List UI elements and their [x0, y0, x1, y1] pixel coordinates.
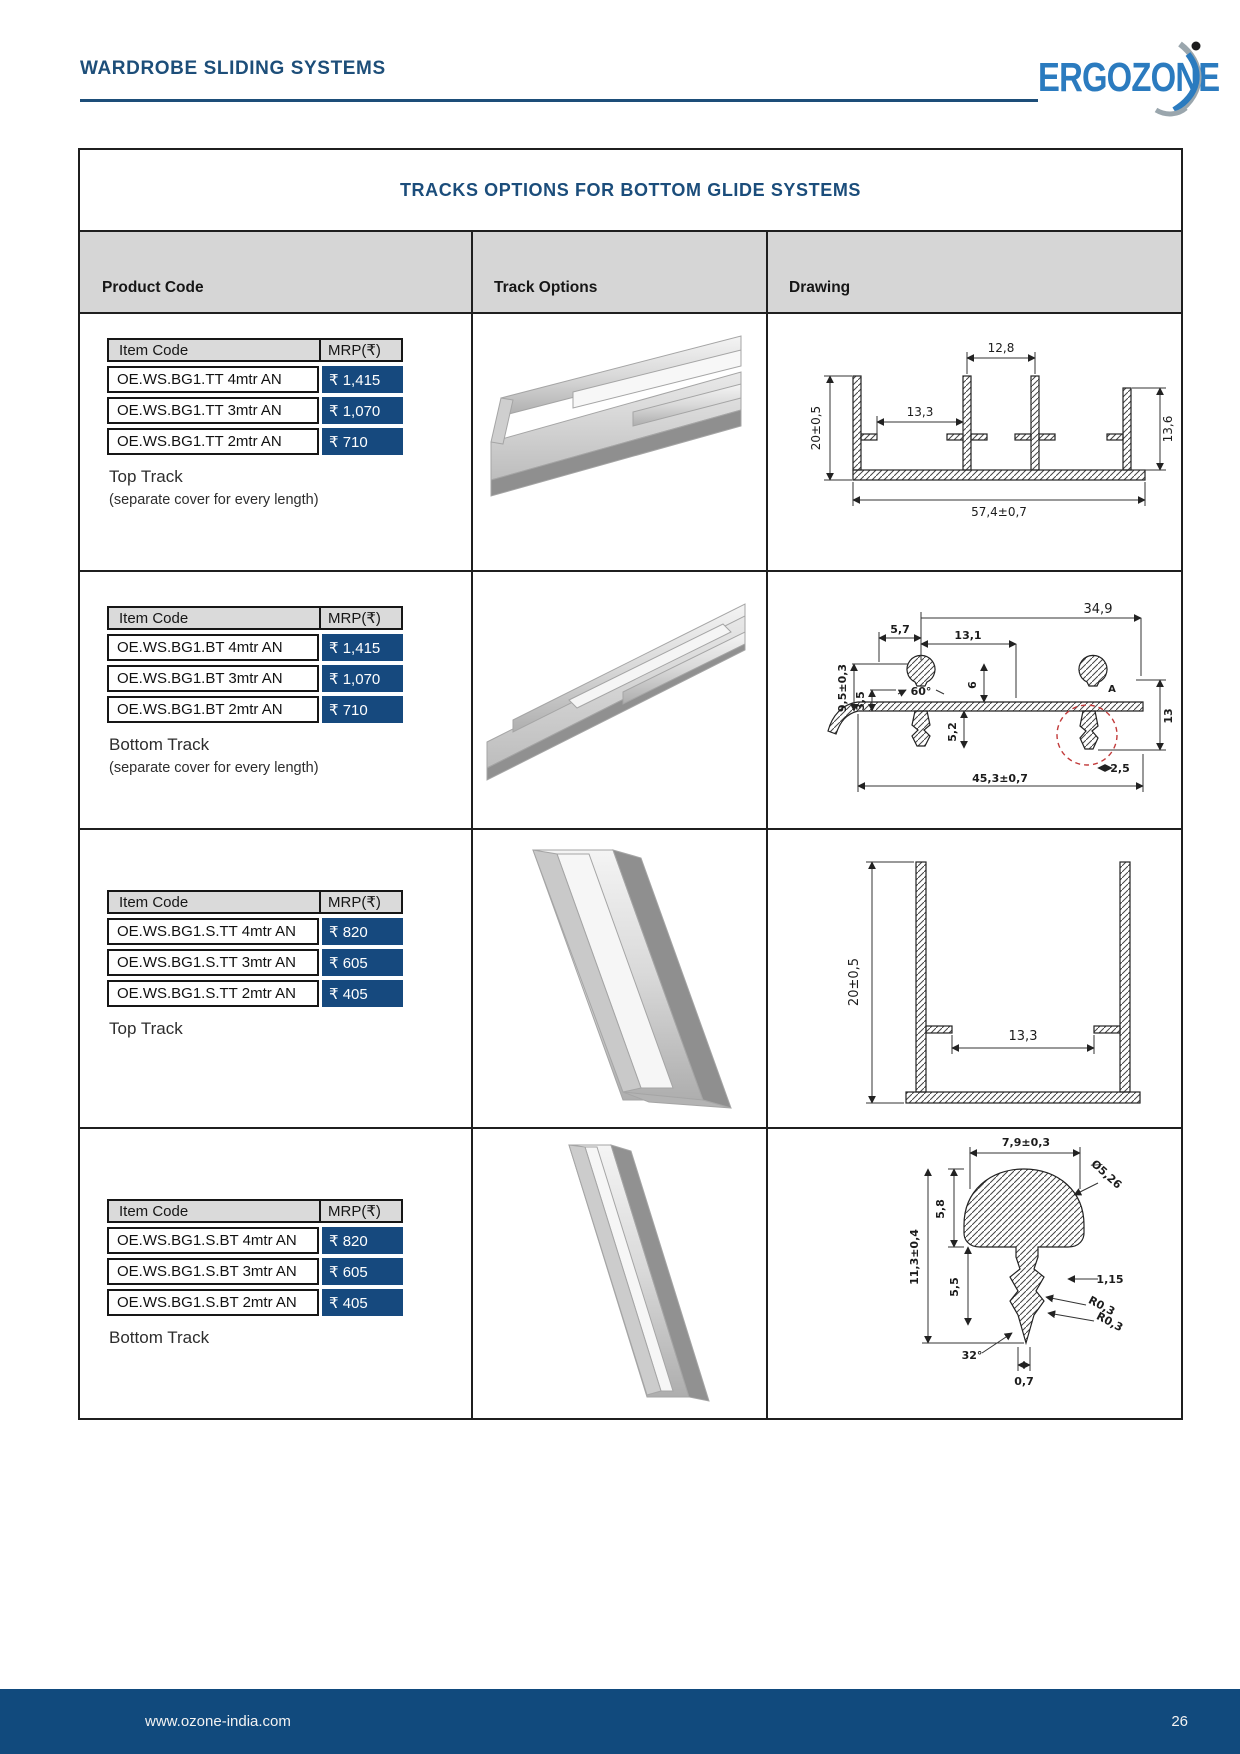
dim-label: 20±0,5 — [847, 957, 862, 1007]
column-header-track-options: Track Options — [494, 279, 598, 296]
track-note: (separate cover for every length) — [109, 492, 319, 508]
row4-product-cell — [80, 1129, 472, 1420]
item-row — [107, 428, 403, 455]
track-note: (separate cover for every length) — [109, 760, 319, 776]
dim-label: 0,7 — [1014, 1375, 1034, 1388]
item-mrp: ₹ 710 — [322, 696, 403, 723]
track-name: Bottom Track — [109, 1328, 210, 1347]
mrp-header: MRP(₹) — [328, 610, 381, 627]
track-name: Top Track — [109, 1019, 183, 1038]
row2-drawing-cell — [768, 572, 1185, 830]
row4-drawing-cell — [768, 1129, 1185, 1420]
footer-website: www.ozone-india.com — [145, 1713, 291, 1730]
footer-page-number: 26 — [1171, 1713, 1188, 1730]
item-row — [107, 696, 403, 723]
technical-drawing — [768, 314, 1185, 572]
item-row — [107, 397, 403, 424]
dim-label: 13,6 — [1161, 415, 1175, 443]
item-code: OE.WS.BG1.S.BT 4mtr AN — [107, 1227, 319, 1254]
dim-label: 9,5±0,3 — [836, 663, 849, 713]
item-code-table — [107, 606, 403, 723]
item-code: OE.WS.BG1.S.TT 4mtr AN — [107, 918, 319, 945]
brand-swoosh-icon — [1038, 40, 1208, 118]
dim-label: Ø5,26 — [1088, 1157, 1125, 1192]
dim-label: 5,8 — [934, 1199, 947, 1219]
item-mrp: ₹ 1,070 — [322, 397, 403, 424]
detail-label: A — [1108, 684, 1116, 695]
dim-label: 60° — [910, 685, 932, 698]
item-mrp: ₹ 605 — [322, 949, 403, 976]
row1-product-cell — [80, 314, 472, 572]
track-photo — [473, 314, 766, 572]
brand-logo-text: ERGOZONE — [1038, 54, 1220, 100]
row1-photo-cell — [473, 314, 766, 572]
item-code: OE.WS.BG1.BT 2mtr AN — [107, 696, 319, 723]
column-header-product-code: Product Code — [102, 279, 204, 296]
item-code-table — [107, 1199, 403, 1316]
item-mrp: ₹ 605 — [322, 1258, 403, 1285]
item-code-table — [107, 890, 403, 1007]
item-code: OE.WS.BG1.BT 4mtr AN — [107, 634, 319, 661]
item-code: OE.WS.BG1.S.BT 3mtr AN — [107, 1258, 319, 1285]
item-row — [107, 1289, 403, 1316]
dim-label: 20±0,5 — [809, 405, 823, 451]
item-mrp: ₹ 1,070 — [322, 665, 403, 692]
dim-label: 5,2 — [946, 722, 959, 742]
dim-label: R0,3 — [1094, 1309, 1126, 1335]
item-row — [107, 949, 403, 976]
brand-logo — [1038, 40, 1220, 118]
dim-label: R0,3 — [1086, 1293, 1118, 1319]
dim-label: 34,9 — [1083, 602, 1113, 617]
item-row — [107, 918, 403, 945]
item-code-header: Item Code — [109, 892, 321, 912]
dim-label: 13 — [1162, 708, 1175, 724]
item-code: OE.WS.BG1.TT 4mtr AN — [107, 366, 319, 393]
item-code-header: Item Code — [109, 340, 321, 360]
item-code: OE.WS.BG1.S.BT 2mtr AN — [107, 1289, 319, 1316]
dim-label: 57,4±0,7 — [971, 505, 1027, 519]
dim-label: 13,3 — [1008, 1029, 1038, 1044]
dim-label: 11,3±0,4 — [908, 1229, 921, 1285]
technical-drawing — [768, 830, 1185, 1127]
dim-label: 7,9±0,3 — [1001, 1136, 1051, 1149]
dim-label: 5,7 — [890, 623, 910, 636]
item-code: OE.WS.BG1.TT 2mtr AN — [107, 428, 319, 455]
dim-label: 32° — [961, 1349, 983, 1362]
dim-label: 5,5 — [948, 1277, 961, 1297]
dim-label: 45,3±0,7 — [972, 772, 1028, 785]
title-rule — [80, 99, 1038, 102]
table-title: TRACKS OPTIONS FOR BOTTOM GLIDE SYSTEMS — [399, 179, 862, 200]
row1-drawing-cell — [768, 314, 1185, 572]
dim-label: 13,1 — [954, 629, 982, 642]
row2-product-cell — [80, 572, 472, 830]
track-name: Top Track — [109, 467, 183, 486]
item-row — [107, 366, 403, 393]
mrp-header: MRP(₹) — [328, 342, 381, 359]
mrp-header: MRP(₹) — [328, 1203, 381, 1220]
footer-bar — [0, 1689, 1240, 1754]
dim-label: 6 — [966, 681, 979, 689]
column-header-drawing: Drawing — [789, 279, 851, 296]
item-code: OE.WS.BG1.BT 3mtr AN — [107, 665, 319, 692]
row2-photo-cell — [473, 572, 766, 830]
item-code: OE.WS.BG1.S.TT 2mtr AN — [107, 980, 319, 1007]
row3-product-cell — [80, 830, 472, 1127]
row3-drawing-cell — [768, 830, 1185, 1127]
row4-photo-cell — [473, 1129, 766, 1420]
track-name: Bottom Track — [109, 735, 210, 754]
item-mrp: ₹ 405 — [322, 980, 403, 1007]
item-code-header: Item Code — [109, 1201, 321, 1221]
track-photo — [473, 830, 766, 1127]
item-mrp: ₹ 405 — [322, 1289, 403, 1316]
row3-photo-cell — [473, 830, 766, 1127]
dim-label: 1,15 — [1096, 1273, 1124, 1286]
item-code: OE.WS.BG1.S.TT 3mtr AN — [107, 949, 319, 976]
mrp-header: MRP(₹) — [328, 894, 381, 911]
item-mrp: ₹ 710 — [322, 428, 403, 455]
item-code-table — [107, 338, 403, 455]
item-mrp: ₹ 1,415 — [322, 366, 403, 393]
item-row — [107, 980, 403, 1007]
item-mrp: ₹ 820 — [322, 1227, 403, 1254]
dim-label: 2,5 — [1110, 762, 1130, 775]
track-photo — [473, 1129, 766, 1420]
technical-drawing — [768, 1129, 1185, 1420]
item-row — [107, 1227, 403, 1254]
item-row — [107, 665, 403, 692]
item-mrp: ₹ 820 — [322, 918, 403, 945]
tracks-table — [78, 148, 1183, 1420]
dim-label: 12,8 — [987, 341, 1015, 355]
item-mrp: ₹ 1,415 — [322, 634, 403, 661]
dim-label: 3,5 — [854, 691, 867, 711]
item-row — [107, 634, 403, 661]
page-title: WARDROBE SLIDING SYSTEMS — [80, 58, 386, 79]
technical-drawing — [768, 572, 1185, 830]
item-code: OE.WS.BG1.TT 3mtr AN — [107, 397, 319, 424]
table-header-row — [80, 230, 1181, 314]
item-code-header: Item Code — [109, 608, 321, 628]
track-photo — [473, 572, 766, 830]
item-row — [107, 1258, 403, 1285]
dim-label: 13,3 — [906, 405, 934, 419]
